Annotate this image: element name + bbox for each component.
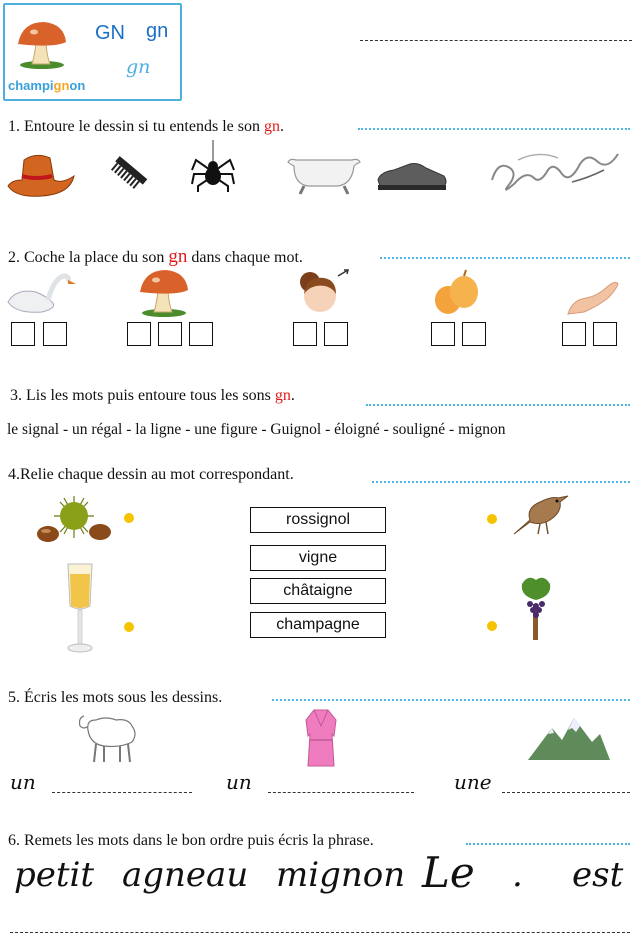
nightingale-icon[interactable] (510, 488, 570, 538)
hair-bun-icon (294, 266, 352, 316)
ex2-box[interactable] (462, 322, 486, 346)
connect-dot[interactable] (487, 514, 497, 524)
ex3-sentence[interactable]: le signal - un régal - la ligne - une figure - Guignol - éloigné - souligné - mignon (7, 421, 506, 438)
ex2-box[interactable] (11, 322, 35, 346)
sentence-write-line[interactable] (10, 932, 630, 933)
hat-icon[interactable] (6, 150, 76, 200)
write-line[interactable] (502, 792, 630, 793)
write-line[interactable] (52, 792, 192, 793)
signature-icon[interactable] (488, 140, 622, 198)
word-petit[interactable]: petit (14, 855, 95, 895)
ex1-title: 1. Entoure le dessin si tu entends le son gn. (8, 118, 284, 135)
article-un: un (10, 770, 36, 794)
champagne-glass-icon[interactable] (62, 560, 98, 654)
mushroom-icon (136, 266, 192, 318)
word-box-chataigne[interactable]: châtaigne (250, 578, 386, 604)
ex6-answer-line (466, 843, 630, 845)
hand-icon (564, 272, 620, 316)
ex2-box[interactable] (293, 322, 317, 346)
ex3-answer-line (366, 404, 630, 406)
comb-icon[interactable] (106, 150, 152, 196)
word-le[interactable]: Le (422, 848, 475, 897)
ex5-answer-line (272, 699, 630, 701)
ex2-box[interactable] (562, 322, 586, 346)
shoe-icon[interactable] (374, 158, 450, 194)
connect-dot[interactable] (124, 513, 134, 523)
connect-dot[interactable] (487, 621, 497, 631)
ex2-box[interactable] (158, 322, 182, 346)
bathtub-icon[interactable] (286, 150, 362, 196)
word-est[interactable]: est (572, 855, 624, 895)
word-box-vigne[interactable]: vigne (250, 545, 386, 571)
ex2-box[interactable] (189, 322, 213, 346)
bathrobe-icon[interactable] (304, 706, 338, 768)
gn-uppercase: GN (95, 22, 125, 44)
ex2-box[interactable] (593, 322, 617, 346)
ex2-box[interactable] (127, 322, 151, 346)
word-box-rossignol[interactable]: rossignol (250, 507, 386, 533)
word-mignon[interactable]: mignon (276, 855, 406, 895)
header-word: champignon (8, 78, 86, 93)
swan-icon (2, 268, 82, 318)
ex4-answer-line (372, 481, 630, 483)
connect-dot[interactable] (124, 622, 134, 632)
ex2-box[interactable] (324, 322, 348, 346)
onion-icon (432, 268, 482, 318)
vine-icon[interactable] (518, 574, 554, 640)
gn-cursive: gn (126, 56, 151, 78)
article-une: une (454, 770, 492, 794)
gn-lowercase: gn (146, 20, 169, 42)
ex2-title: 2. Coche la place du son gn dans chaque mot. (8, 246, 303, 267)
write-line[interactable] (268, 792, 414, 793)
ex6-title: 6. Remets les mots dans le bon ordre puis écris la phrase. (8, 832, 374, 849)
mountain-icon[interactable] (528, 712, 610, 762)
name-line[interactable] (360, 40, 632, 41)
chestnut-icon[interactable] (34, 494, 116, 546)
ex1-answer-line (358, 128, 630, 130)
ex2-box[interactable] (43, 322, 67, 346)
ex5-title: 5. Écris les mots sous les dessins. (8, 689, 223, 706)
article-un: un (226, 770, 252, 794)
ex2-answer-line (380, 257, 630, 259)
mushroom-icon (14, 18, 70, 70)
ex4-title: 4.Relie chaque dessin au mot correspondant. (8, 466, 294, 483)
spider-icon[interactable] (190, 140, 236, 194)
word-period[interactable]: . (512, 855, 523, 895)
lamb-icon[interactable] (76, 708, 142, 766)
word-agneau[interactable]: agneau (122, 855, 249, 895)
ex3-title: 3. Lis les mots puis entoure tous les sons gn. (10, 387, 295, 404)
ex2-box[interactable] (431, 322, 455, 346)
word-box-champagne[interactable]: champagne (250, 612, 386, 638)
